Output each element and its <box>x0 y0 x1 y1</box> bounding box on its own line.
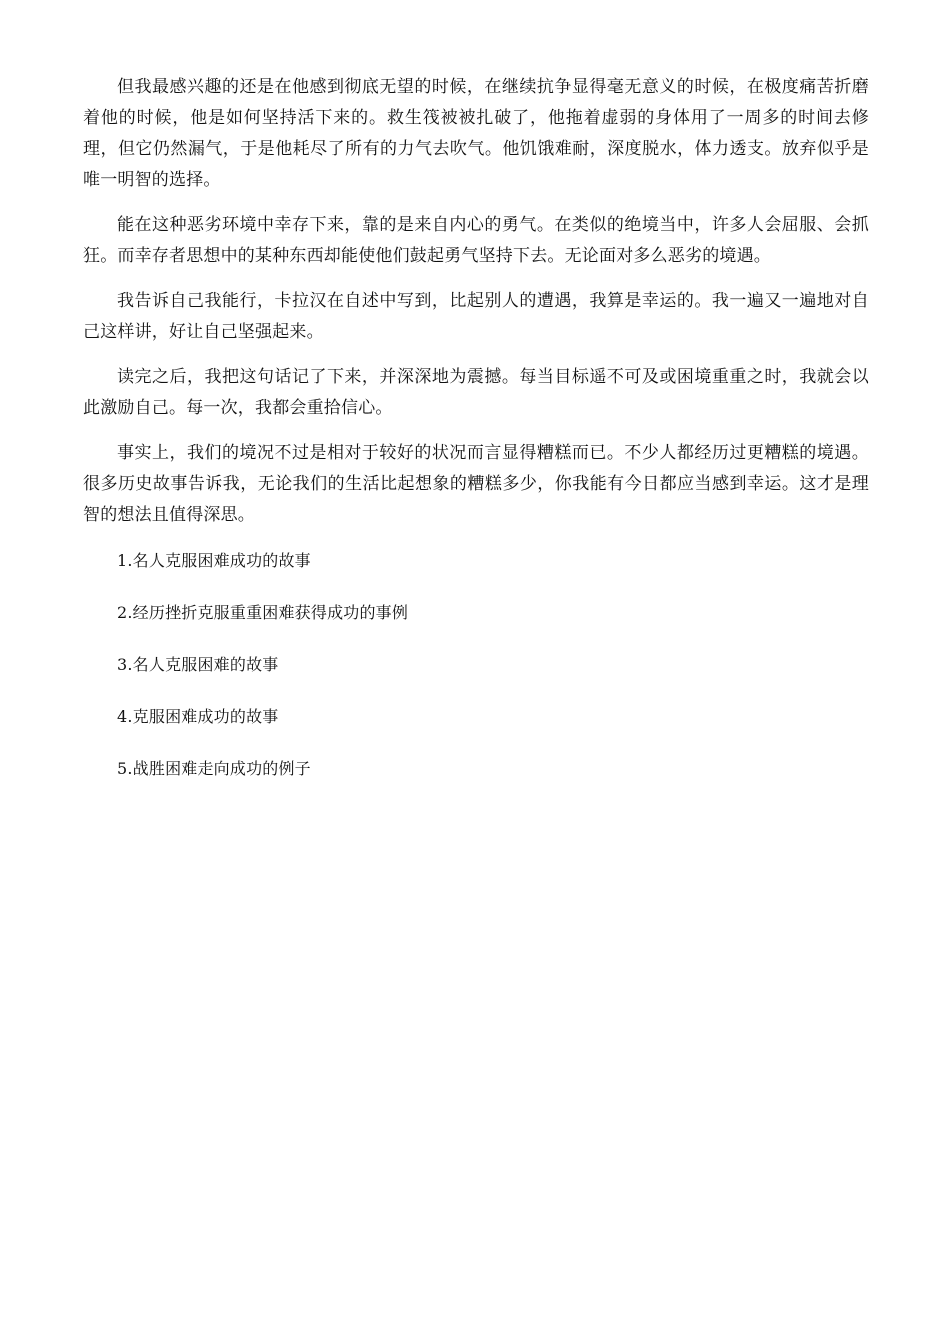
paragraph-4: 读完之后，我把这句话记了下来，并深深地为震撼。每当目标遥不可及或困境重重之时，我就会以此激励自己。每一次，我都会重拾信心。 <box>83 367 869 418</box>
related-article-3: 3.名人克服困难的故事 <box>117 655 279 674</box>
document-page <box>83 72 869 809</box>
paragraph-3: 我告诉自己我能行，卡拉汉在自述中写到，比起别人的遭遇，我算是幸运的。我一遍又一遍地对自己这样讲，好让自己坚强起来。 <box>83 291 869 342</box>
related-article-1: 1.名人克服困难成功的故事 <box>117 551 311 570</box>
related-article-2: 2.经历挫折克服重重困难获得成功的事例 <box>117 603 409 622</box>
paragraph-1: 但我最感兴趣的还是在他感到彻底无望的时候，在继续抗争显得毫无意义的时候，在极度痛苦折磨着他的时候，他是如何坚持活下来的。救生筏被被扎破了，他拖着虚弱的身体用了一周多的时间去修理，但它仍然漏气，于是他耗尽了所有的力气去吹气。他饥饿难耐，深度脱水，体力透支。放弃似乎是唯一明智的选择。 <box>83 77 869 190</box>
related-articles-list <box>83 549 869 781</box>
paragraph-2: 能在这种恶劣环境中幸存下来，靠的是来自内心的勇气。在类似的绝境当中，许多人会屈服、会抓狂。而幸存者思想中的某种东西却能使他们鼓起勇气坚持下去。无论面对多么恶劣的境遇。 <box>83 215 869 266</box>
related-article-5: 5.战胜困难走向成功的例子 <box>117 759 311 778</box>
related-article-4: 4.克服困难成功的故事 <box>117 707 279 726</box>
paragraph-5: 事实上，我们的境况不过是相对于较好的状况而言显得糟糕而已。不少人都经历过更糟糕的境遇。很多历史故事告诉我，无论我们的生活比起想象的糟糕多少，你我能有今日都应当感到幸运。这才是理智的想法且值得深思。 <box>83 443 869 525</box>
